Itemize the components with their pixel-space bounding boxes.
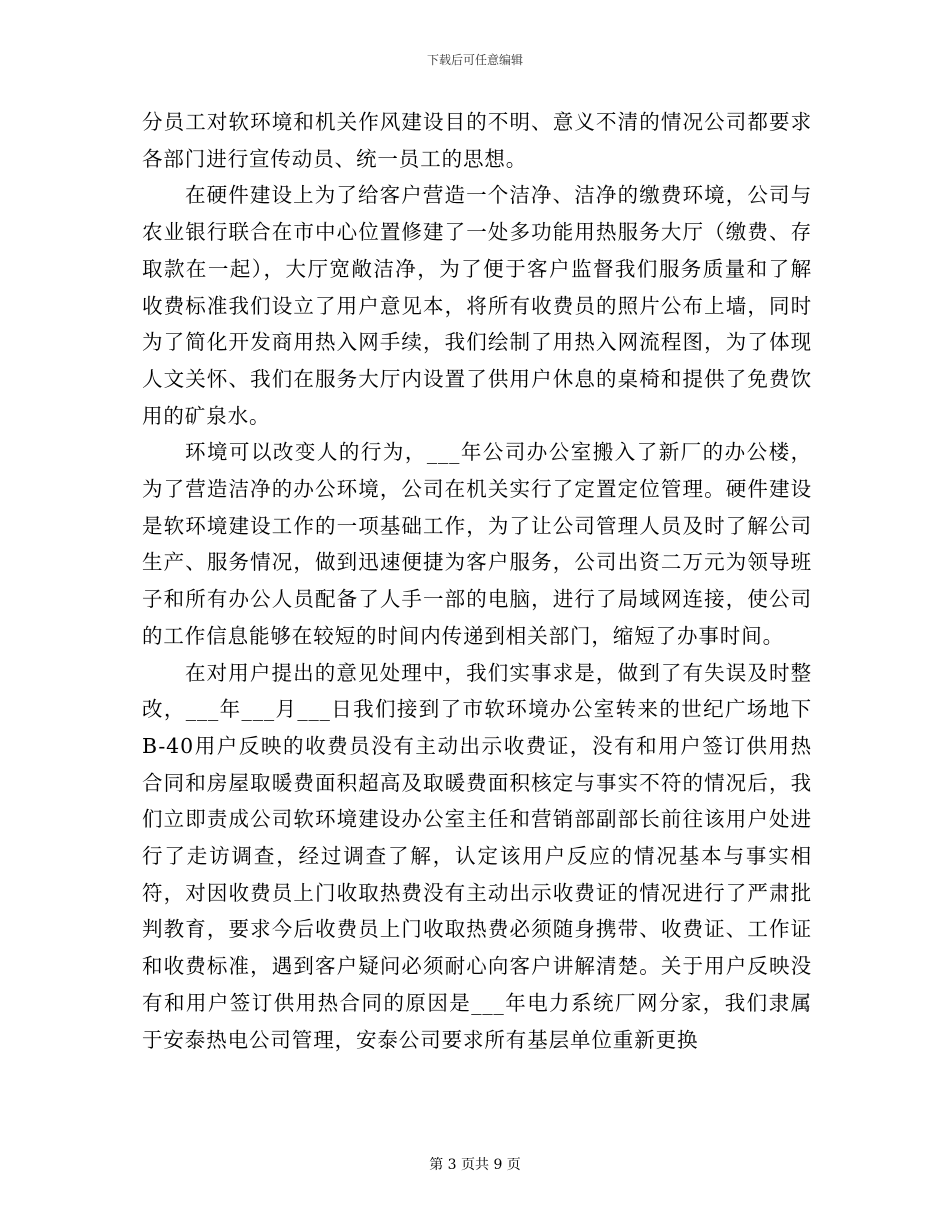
document-body — [142, 104, 812, 1058]
page-number: 第 3 页共 9 页 — [429, 1157, 521, 1173]
paragraph-3: 环境可以改变人的行为，___年公司办公室搬入了新厂的办公楼，为了营造洁净的办公环境，公司在机关实行了定置定位管理。硬件建设是软环境建设工作的一项基础工作，为了让公司管理人员及时了解公司生产、服务情况，做到迅速便捷为客户服务，公司出资二万元为领导班子和所有办公人员配备了人手一部的电脑，进行了局域网连接，使公司的工作信息能够在较短的时间内传递到相关部门，缩短了办事时间。 — [142, 440, 812, 648]
paragraph-4: 在对用户提出的意见处理中，我们实事求是，做到了有失误及时整改，___年___月___日我们接到了市软环境办公室转来的世纪广场地下B-40用户反映的收费员没有主动出示收费证，没有和用户签订供用热合同和房屋取暖费面积超高及取暖费面积核定与事实不符的情况后，我们立即责成公司软环境建设办公室主任和营销部副部长前往该用户处进行了走访调查，经过调查了解，认定该用户反应的情况基本与事实相符，对因收费员上门收取热费没有主动出示收费证的情况进行了严肃批判教育，要求今后收费员上门收取热费必须随身携带、收费证、工作证和收费标准，遇到客户疑问必须耐心向客户讲解清楚。关于用户反映没有和用户签订供用热合同的原因是___年电力系统厂网分家，我们隶属于安泰热电公司管理，安泰公司要求所有基层单位重新更换 — [142, 660, 812, 1052]
paragraph-1: 分员工对软环境和机关作风建设目的不明、意义不清的情况公司都要求各部门进行宣传动员、统一员工的思想。 — [142, 110, 812, 171]
page-header-note: 下载后可任意编辑 — [426, 53, 523, 67]
paragraph-2: 在硬件建设上为了给客户营造一个洁净、洁净的缴费环境，公司与农业银行联合在市中心位置修建了一处多功能用热服务大厅（缴费、存取款在一起），大厅宽敞洁净，为了便于客户监督我们服务质量和了解收费标准我们设立了用户意见本，将所有收费员的照片公布上墙，同时为了简化开发商用热入网手续，我们绘制了用热入网流程图，为了体现人文关怀、我们在服务大厅内设置了供用户休息的桌椅和提供了免费饮用的矿泉水。 — [142, 183, 812, 428]
